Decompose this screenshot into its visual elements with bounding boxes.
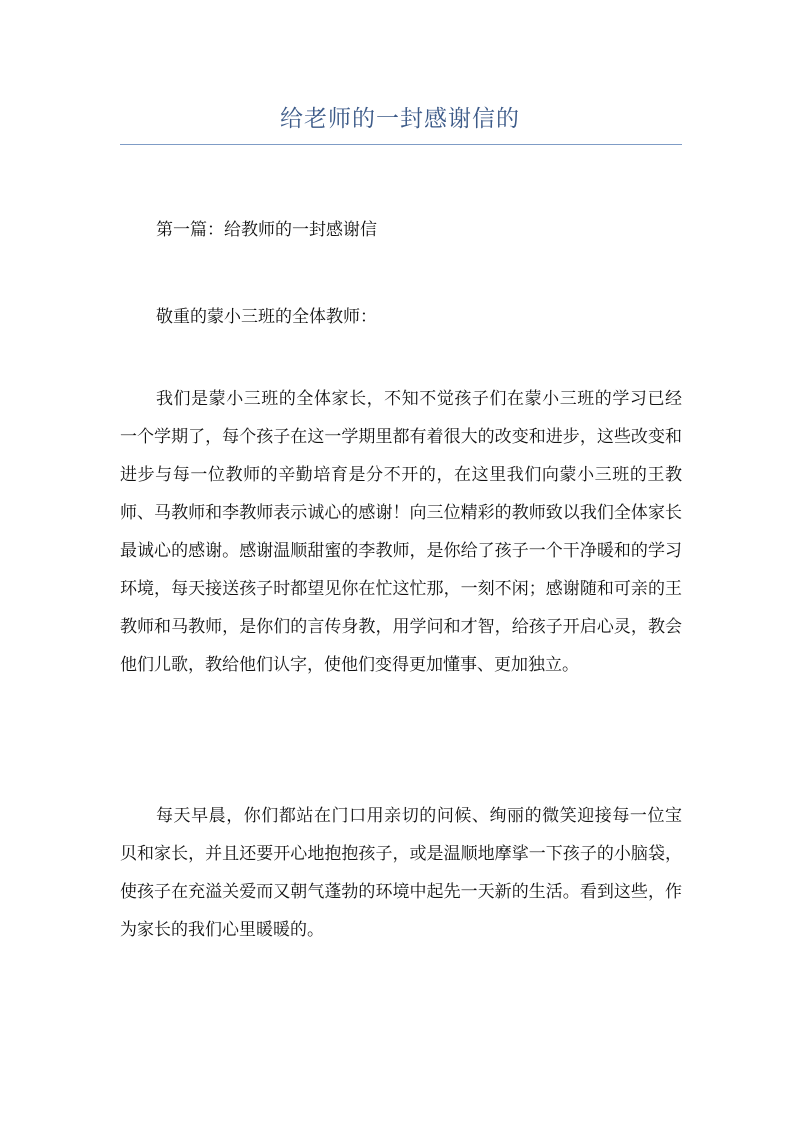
body-paragraph: 我们是蒙小三班的全体家长，不知不觉孩子们在蒙小三班的学习已经一个学期了，每个孩子在这一学期里都有着很大的改变和进步，这些改变和进步与每一位教师的辛勤培育是分不开的，在这里我们向蒙小三班的王教师、马教师和李教师表示诚心的感谢！向三位精彩的教师致以我们全体家长最诚心的感谢。感谢温顺甜蜜的李教师，是你给了孩子一个干净暖和的学习环境，每天接送孩子时都望见你在忙这忙那，一刻不闲；感谢随和可亲的王教师和马教师，是你们的言传身教，用学问和才智，给孩子开启心灵，教会他们儿歌，教给他们认字，使他们变得更加懂事、更加独立。 — [120, 389, 682, 675]
salutation: 敬重的蒙小三班的全体教师： — [156, 307, 377, 327]
document-title: 给老师的一封感谢信的 — [280, 106, 520, 132]
title-divider — [120, 144, 682, 145]
section-heading: 第一篇：给教师的一封感谢信 — [156, 220, 377, 240]
body-paragraph: 每天早晨，你们都站在门口用亲切的问候、绚丽的微笑迎接每一位宝贝和家长，并且还要开心地抱抱孩子，或是温顺地摩挲一下孩子的小脑袋，使孩子在充溢关爱而又朝气蓬勃的环境中起先一天新的生活。看到这些，作为家长的我们心里暖暖的。 — [120, 806, 682, 940]
